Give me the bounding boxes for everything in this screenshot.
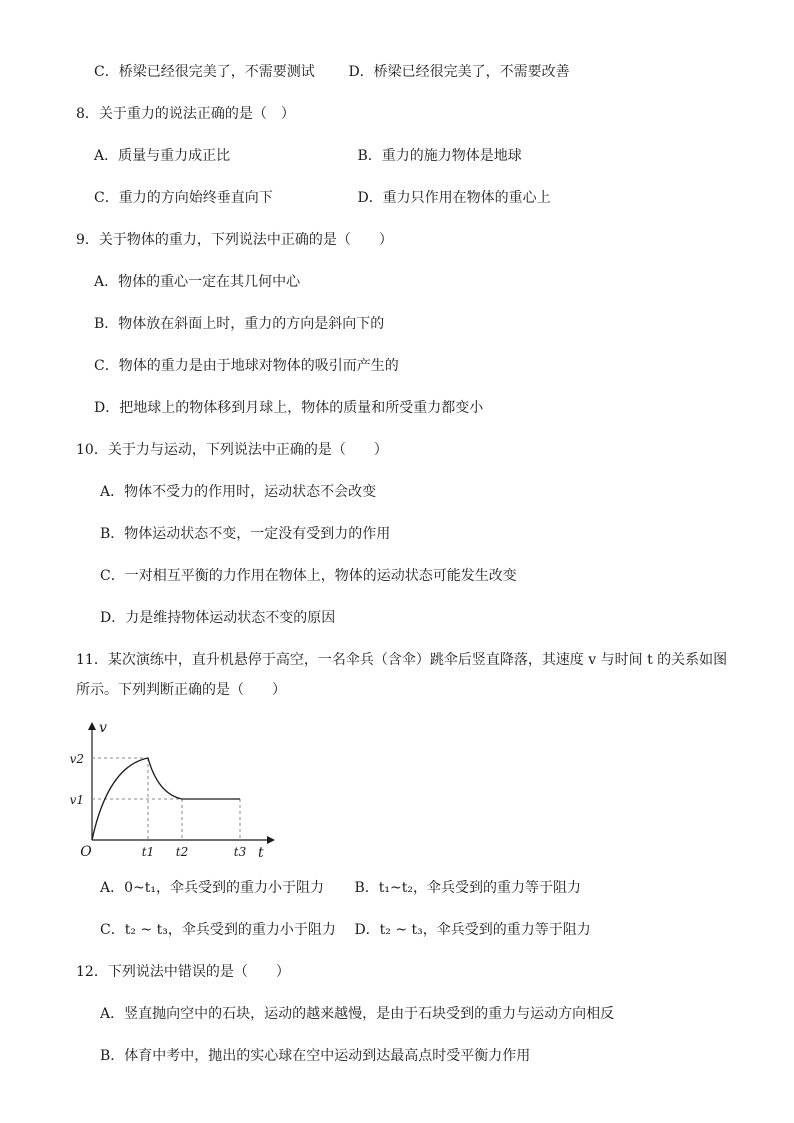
q8-options-row-ab (94, 146, 522, 166)
q10-option-a[interactable]: A．物体不受力的作用时，运动状态不会改变 (100, 484, 377, 500)
v2-label: v2 (69, 752, 84, 766)
q9-option-d[interactable]: D．把地球上的物体移到月球上，物体的质量和所受重力都变小 (94, 400, 484, 416)
q12-option-a[interactable]: A．竖直抛向空中的石块，运动的越来越慢，是由于石块受到的重力与运动方向相反 (100, 1006, 615, 1022)
v1-label: v1 (69, 793, 84, 807)
q11-options-row-cd (100, 920, 591, 940)
q8-options-row-cd (94, 188, 551, 208)
q12-stem: 12．下列说法中错误的是（ ） (76, 964, 290, 980)
q9-option-b[interactable]: B．物体放在斜面上时，重力的方向是斜向下的 (94, 316, 385, 332)
q8-option-d[interactable]: D．重力只作用在物体的重心上 (357, 190, 551, 206)
origin-label: O (80, 844, 92, 860)
q11-stem-line2: 所示。下列判断正确的是（ ） (76, 682, 286, 698)
q8-option-c[interactable]: C．重力的方向始终垂直向下 (94, 190, 273, 206)
q9-option-a[interactable]: A．物体的重心一定在其几何中心 (94, 274, 301, 290)
q9-stem: 9．关于物体的重力，下列说法中正确的是（ ） (76, 232, 393, 248)
q11-option-b[interactable]: B．t₁~t₂，伞兵受到的重力等于阻力 (354, 880, 581, 896)
q8-option-a[interactable]: A．质量与重力成正比 (94, 148, 231, 164)
q10-stem: 10．关于力与运动，下列说法中正确的是（ ） (76, 442, 388, 458)
q11-option-a[interactable]: A．0~t₁，伞兵受到的重力小于阻力 (100, 880, 324, 896)
q8-option-b[interactable]: B．重力的施力物体是地球 (357, 148, 522, 164)
t1-label: t1 (141, 845, 155, 859)
q10-option-d[interactable]: D．力是维持物体运动状态不变的原因 (100, 610, 336, 626)
v-axis-label: v (99, 720, 107, 736)
velocity-time-graph (69, 718, 282, 861)
q11-options-row-ab (100, 878, 581, 898)
q9-option-c[interactable]: C．物体的重力是由于地球对物体的吸引而产生的 (94, 358, 399, 374)
t3-label: t3 (233, 845, 247, 859)
q10-option-c[interactable]: C．一对相互平衡的力作用在物体上，物体的运动状态可能发生改变 (100, 568, 517, 584)
q7-option-d[interactable]: D．桥梁已经很完美了，不需要改善 (348, 64, 570, 80)
t-axis-arrow (267, 836, 275, 844)
q11-stem-line1: 11．某次演练中，直升机悬停于高空，一名伞兵（含伞）跳伞后竖直降落，其速度 v 与时间 t 的关系如图 (76, 652, 728, 668)
v-axis-arrow (88, 722, 96, 730)
q7-options-row-cd (94, 62, 570, 82)
q8-stem: 8．关于重力的说法正确的是（ ） (76, 106, 295, 122)
q10-option-b[interactable]: B．物体运动状态不变，一定没有受到力的作用 (100, 526, 391, 542)
q11-option-d[interactable]: D．t₂ ~ t₃，伞兵受到的重力等于阻力 (354, 922, 591, 938)
t2-label: t2 (175, 845, 189, 859)
q11-option-c[interactable]: C．t₂ ~ t₃，伞兵受到的重力小于阻力 (100, 922, 336, 938)
vt-graph-svg (69, 718, 282, 861)
t-axis-label: t (258, 845, 264, 861)
q7-option-c[interactable]: C．桥梁已经很完美了，不需要测试 (94, 64, 315, 80)
q12-option-b[interactable]: B．体育中考中，抛出的实心球在空中运动到达最高点时受平衡力作用 (100, 1048, 531, 1064)
